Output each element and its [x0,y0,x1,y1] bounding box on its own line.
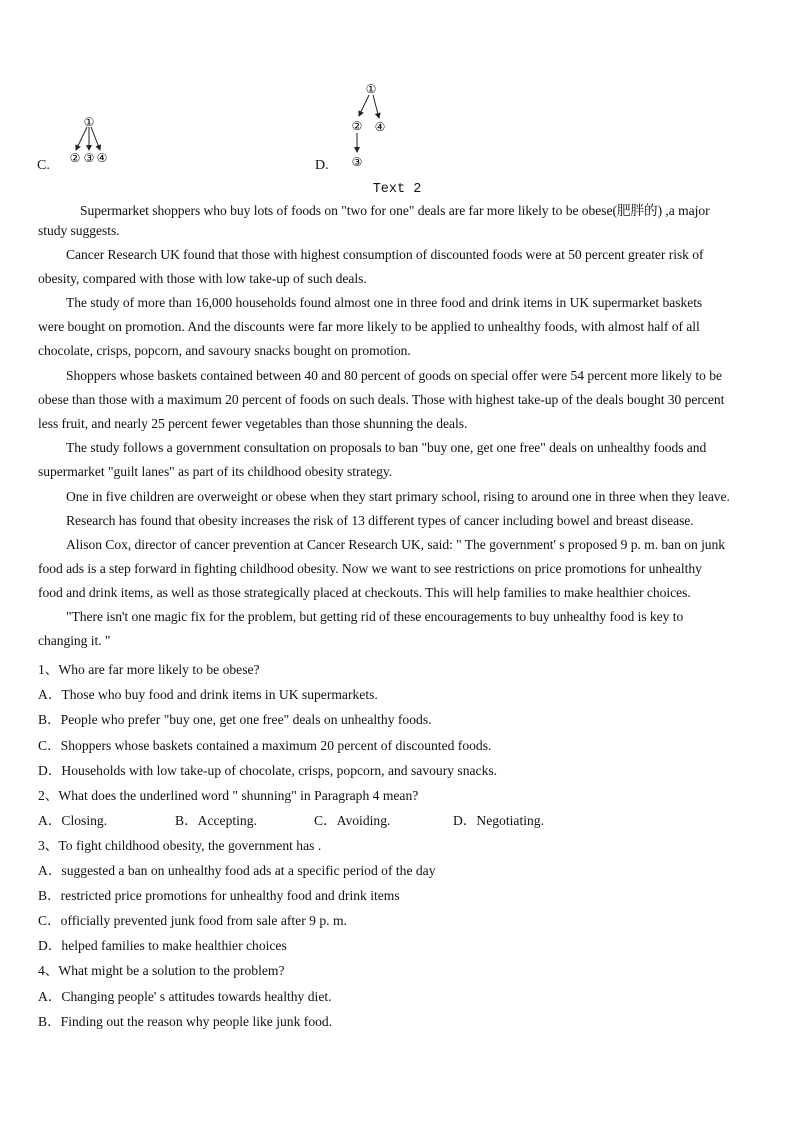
diagram-option-d [340,78,400,173]
node-4: ④ [96,151,108,165]
answer-option-c[interactable]: C．Avoiding. [314,813,391,828]
question-stem: 3、To fight childhood obesity, the government has . [38,838,322,853]
question-stem: 2、What does the underlined word " shunning" in Paragraph 4 mean? [38,788,419,803]
passage-line: food and drink items, as well as those strategically placed at checkouts. This will help families to make healthier choices. [38,585,691,600]
answer-option-a[interactable]: A．Changing people' s attitudes towards healthy diet. [38,989,332,1004]
passage-line: food ads is a step forward in fighting childhood obesity. Now we want to see restrictions on price promotions for unhealthy [38,561,702,576]
passage-line: were bought on promotion. And the discounts were far more likely to be applied to unhealthy foods, with almost half of all [38,319,700,334]
answer-option-b[interactable]: B．restricted price promotions for unhealthy food and drink items [38,888,400,903]
passage-line: Shoppers whose baskets contained between 40 and 80 percent of goods on special offer were 54 percent more likely to be [66,368,722,383]
answer-option-d[interactable]: D．Negotiating. [453,813,544,828]
passage-line: One in five children are overweight or obese when they start primary school, rising to around one in three when they leave. [66,489,730,504]
answer-option-c[interactable]: C．officially prevented junk food from sale after 9 p. m. [38,913,347,928]
answer-option-b[interactable]: B．Finding out the reason why people like junk food. [38,1014,333,1029]
passage-line: Supermarket shoppers who buy lots of foods on "two for one" deals are far more likely to be obese(肥胖的) ,a major [80,203,710,218]
passage-line: Research has found that obesity increases the risk of 13 different types of cancer including bowel and breast disease. [66,513,694,528]
answer-option-b[interactable]: B．People who prefer "buy one, get one free" deals on unhealthy foods. [38,712,432,727]
answer-option-b[interactable]: B．Accepting. [175,813,257,828]
diagram-c-label: C. [37,158,50,173]
answer-option-c[interactable]: C．Shoppers whose baskets contained a maximum 20 percent of discounted foods. [38,738,492,753]
node-3: ③ [351,155,363,169]
edge-1-2 [359,95,369,116]
edge-1-2 [76,127,87,150]
passage-line: supermarket "guilt lanes" as part of its childhood obesity strategy. [38,464,393,479]
edge-1-4 [373,95,379,118]
answer-option-d[interactable]: D．helped families to make healthier choices [38,938,287,953]
passage-line: obesity, compared with those with low take-up of such deals. [38,271,367,286]
node-4: ④ [374,120,386,134]
passage-line: "There isn't one magic fix for the problem, but getting rid of these encouragements to buy unhealthy food is key to [66,609,684,624]
node-1: ① [365,82,377,96]
edge-1-4 [91,127,100,150]
node-2: ② [351,119,363,133]
answer-option-a[interactable]: A．Those who buy food and drink items in UK supermarkets. [38,687,378,702]
passage-line: study suggests. [38,223,120,238]
question-stem: 1、Who are far more likely to be obese? [38,662,260,677]
question-stem: 4、What might be a solution to the problem? [38,963,285,978]
passage-line: Cancer Research UK found that those with highest consumption of discounted foods were at 50 percent greater risk of [66,247,704,262]
tree-diagram-d [340,78,400,173]
passage-title: Text 2 [372,182,422,197]
passage-line: changing it. " [38,633,111,648]
node-3: ③ [83,151,95,165]
passage-line: The study of more than 16,000 households found almost one in three food and drink items in UK supermarket baskets [66,295,703,310]
passage-line: less fruit, and nearly 25 percent fewer vegetables than those shunning the deals. [38,416,468,431]
answer-option-a[interactable]: A．suggested a ban on unhealthy food ads at a specific period of the day [38,863,436,878]
passage-line: Alison Cox, director of cancer prevention at Cancer Research UK, said: " The government' s proposed 9 p. m. ban on junk [66,537,726,552]
diagram-d-label: D. [315,158,329,173]
passage-line: chocolate, crisps, popcorn, and savoury snacks bought on promotion. [38,343,411,358]
answer-option-a[interactable]: A．Closing. [38,813,108,828]
node-2: ② [69,151,81,165]
passage-line: obese than those with a maximum 20 percent of foods on such deals. Those with highest take-up of the deals bought 30 percent [38,392,725,407]
node-1: ① [83,115,95,129]
passage-line: The study follows a government consultation on proposals to ban "buy one, get one free" deals on unhealthy foods and [66,440,707,455]
answer-option-d[interactable]: D．Households with low take-up of chocolate, crisps, popcorn, and savoury snacks. [38,763,498,778]
